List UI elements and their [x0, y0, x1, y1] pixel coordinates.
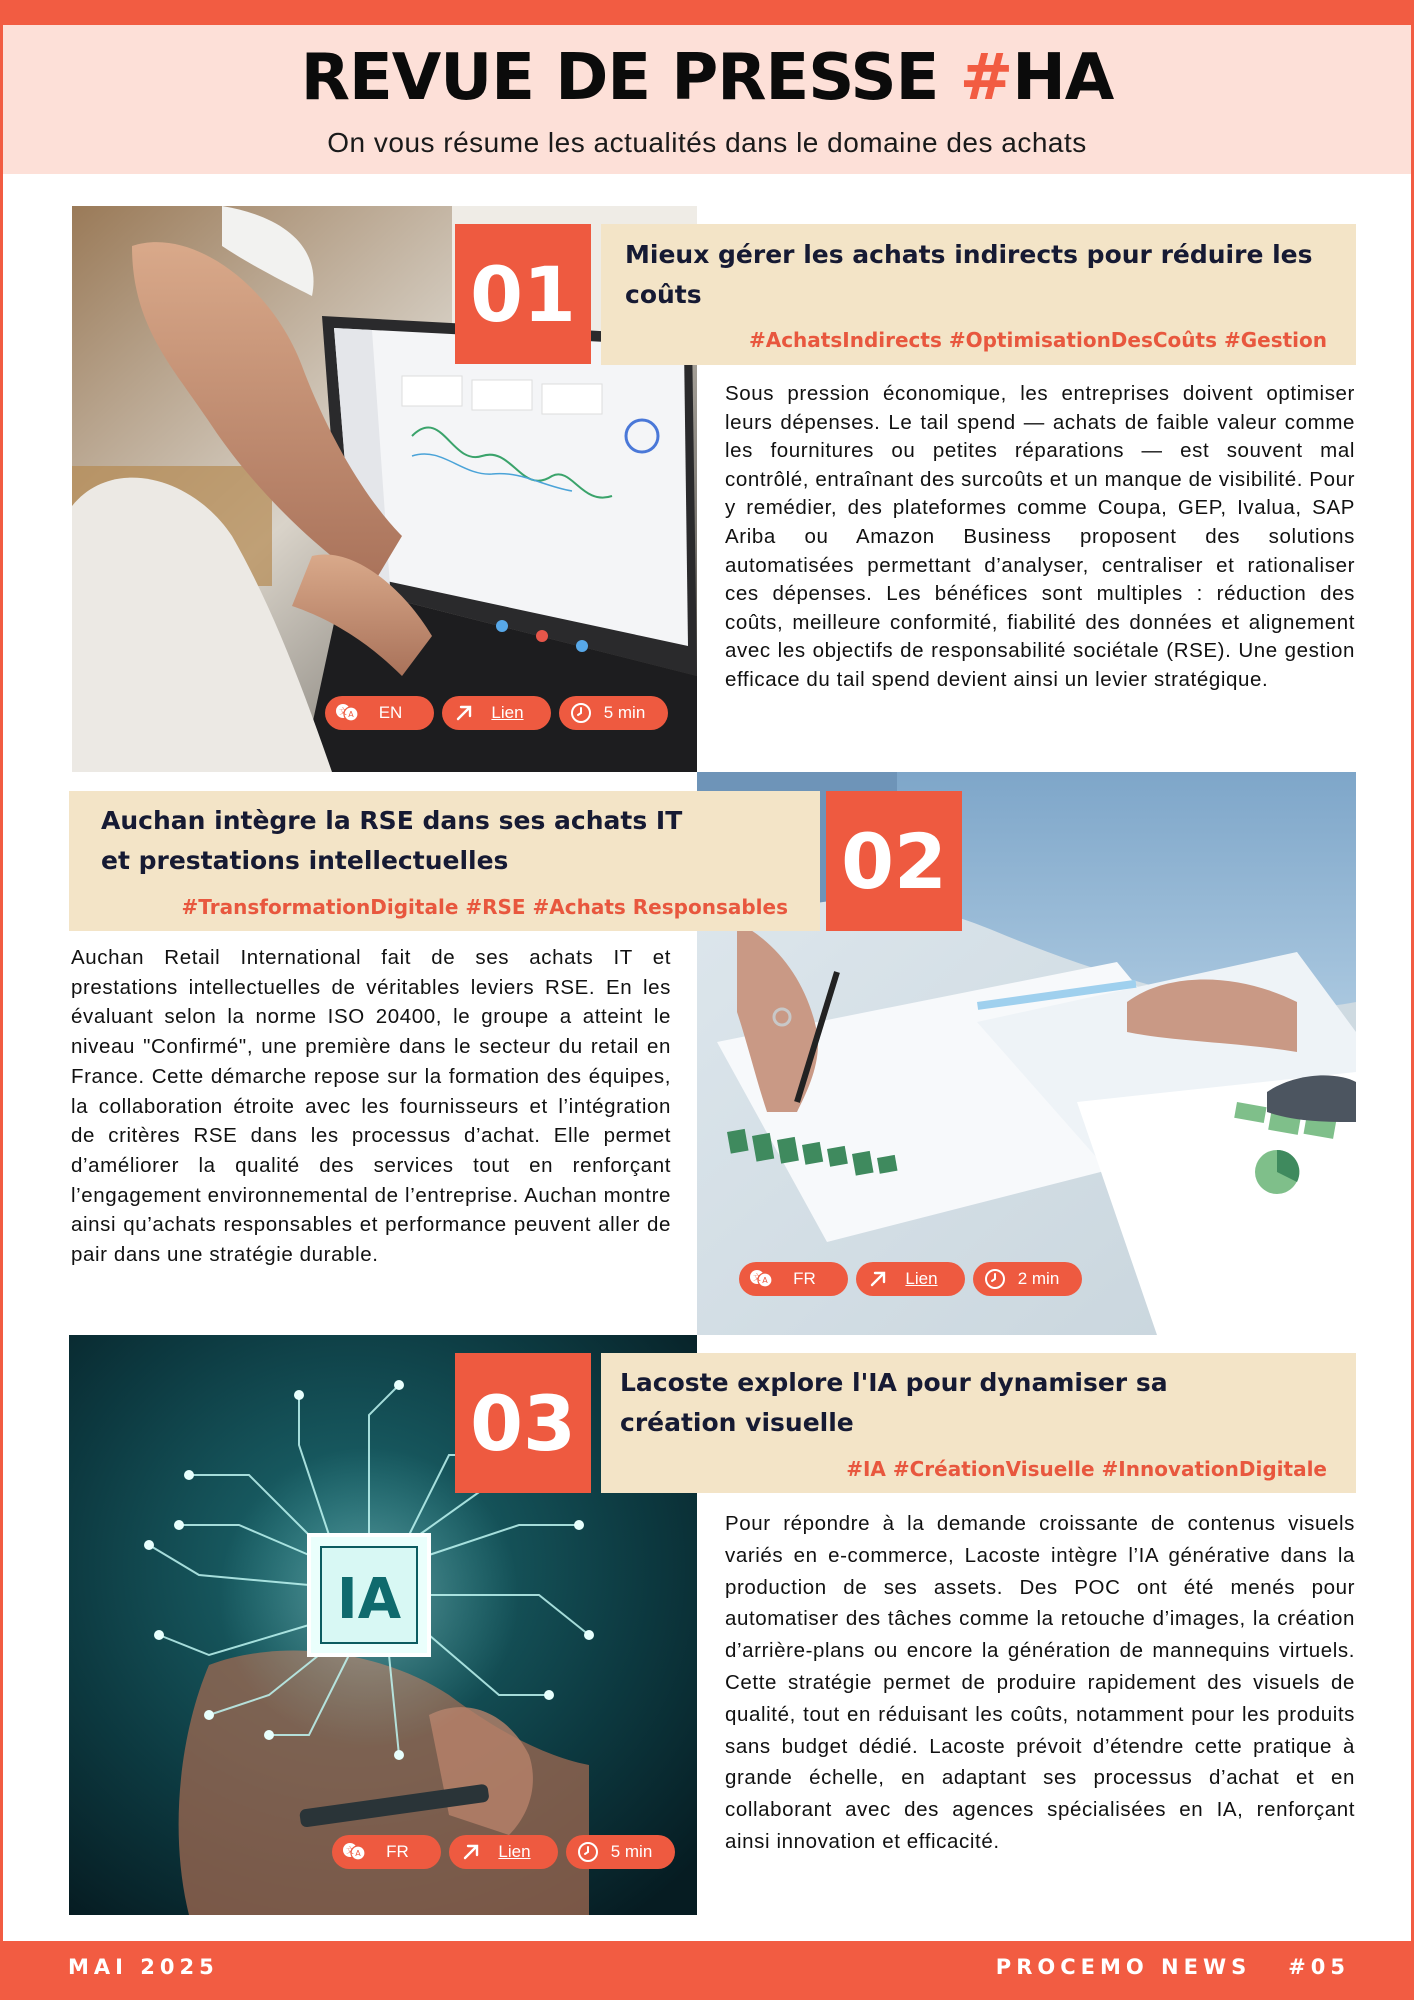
page-title-end: HA	[1012, 41, 1114, 115]
page-title-hash: #	[959, 41, 1013, 115]
page-subtitle: On vous résume les actualités dans le domaine des achats	[327, 127, 1087, 158]
article-3-image-text: IA	[336, 1567, 402, 1632]
article-2-body: Auchan Retail International fait de ses achats IT et prestations intellectuelles de véritables leviers RSE. En les évaluant selon la norme ISO 20400, le groupe a atteint le niveau "Confirmé", une première dans le secteur du retail en France. Cette démarche repose sur la formation des équipes, la collaboration étroite avec les fournisseurs et l’intégration de critères RSE dans les processus d’achat. Elle permet d’améliorer la qualité des services tout en renforçant l’engagement environnemental de l’entreprise. Auchan montre ainsi qu’achats responsables et performance peuvent aller de pair dans une stratégie durable.	[71, 946, 671, 1267]
article-2-number: 02	[826, 791, 962, 931]
article-1-link-button[interactable]	[442, 696, 551, 730]
article-2-title: Auchan intègre la RSE dans ses achats IT et prestations intellectuelles	[101, 806, 683, 875]
article-1-link-label[interactable]: Lien	[491, 703, 524, 722]
article-3-title: Lacoste explore l'IA pour dynamiser sa création visuelle	[620, 1368, 1168, 1437]
article-3-link-button[interactable]	[449, 1835, 558, 1869]
article-2-language: FR	[793, 1269, 816, 1288]
page-title-main: REVUE DE PRESSE	[300, 41, 960, 115]
article-1-language: EN	[378, 703, 403, 722]
footer-publication: PROCEMO NEWS #05	[995, 1955, 1350, 1979]
article-2-tags: #TransformationDigitale #RSE #Achats Responsables	[181, 895, 788, 919]
article-2-read-time-badge	[973, 1262, 1082, 1296]
article-3-body: Pour répondre à la demande croissante de contenus visuels variés en e-commerce, Lacoste intègre l’IA générative dans la production de ses assets. Des POC ont été menés pour automatiser des tâches comme la retouche d’images, la création d’arrière-plans ou encore la génération de mannequins virtuels. Cette stratégie permet de produire rapidement des visuels de qualité, tout en réduisant les coûts, notamment pour les produits sans budget dédié. Lacoste prévoit d’étendre cette pratique à grande échelle, en adaptant ses processus d’achat et en collaborant avec des agences spécialisées en IA, renforçant ainsi innovation et efficacité.	[725, 1512, 1355, 1853]
article-3-read-time-badge	[566, 1835, 675, 1869]
article-3-link-label[interactable]: Lien	[498, 1842, 531, 1861]
article-2-link-label[interactable]: Lien	[905, 1269, 938, 1288]
article-1-title: Mieux gérer les achats indirects pour réduire les coûts	[625, 240, 1313, 309]
article-2-language-badge	[739, 1262, 848, 1296]
article-2-read-time: 2 min	[1017, 1269, 1060, 1288]
footer-date: MAI 2025	[68, 1955, 219, 1979]
article-1-read-time: 5 min	[603, 703, 646, 722]
article-1-read-time-badge	[559, 696, 668, 730]
page-title	[3, 41, 1411, 115]
article-1-tags: #AchatsIndirects #OptimisationDesCoûts #Gestion	[748, 328, 1327, 352]
article-1-language-badge	[325, 696, 434, 730]
article-1-number: 01	[455, 224, 591, 364]
header-banner	[3, 25, 1411, 174]
article-3-language-badge	[332, 1835, 441, 1869]
article-2-link-button[interactable]	[856, 1262, 965, 1296]
article-1-body: Sous pression économique, les entreprises doivent optimiser leurs dépenses. Le tail spend — achats de faible valeur comme les fournitures ou petites réparations — est souvent mal contrôlé, entraînant des surcoûts et un manque de visibilité. Pour y remédier, des plateformes comme Coupa, GEP, Ivalua, SAP Ariba ou Amazon Business proposent des solutions automatisées permettant d’analyser, centraliser et rationaliser ces dépenses. Les bénéfices sont multiples : réduction des coûts, meilleure conformité, fiabilité des données et alignement avec les objectifs de responsabilité sociétale (RSE). Une gestion efficace du tail spend devient ainsi un levier stratégique.	[725, 382, 1355, 691]
article-3-language: FR	[386, 1842, 409, 1861]
article-3-number: 03	[455, 1353, 591, 1493]
page	[3, 25, 1411, 1941]
article-3-read-time: 5 min	[610, 1842, 653, 1861]
article-3-tags: #IA #CréationVisuelle #InnovationDigitale	[846, 1457, 1327, 1481]
